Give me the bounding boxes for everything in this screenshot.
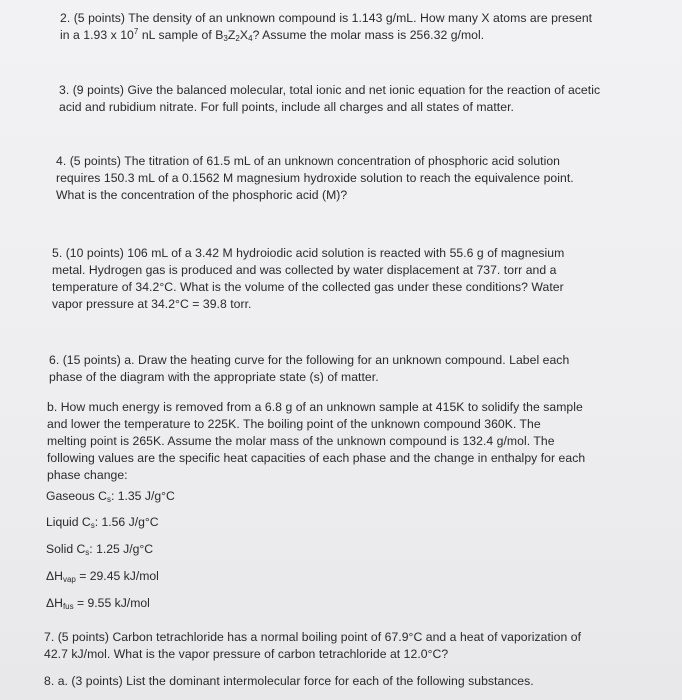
question-8: [44, 673, 534, 690]
question-5-line-4: vapor pressure at 34.2°C = 39.8 torr.: [52, 297, 252, 311]
question-7: [44, 629, 581, 663]
question-7-line-2: 42.7 kJ/mol. What is the vapor pressure of carbon tetrachloride at 12.0°C?: [44, 647, 449, 661]
liquid-heat-capacity: Liquid $C_s$: 1.56 J/g°C: [46, 515, 159, 530]
question-6b-line-5: phase change:: [47, 468, 128, 482]
question-5-line-2: metal. Hydrogen gas is produced and was collected by water displacement at 737. torr and a: [52, 263, 557, 277]
question-3-line-1: 3. (9 points) Give the balanced molecular, total ionic and net ionic equation for the reaction of acetic: [59, 83, 601, 97]
question-5-line-1: 5. (10 points) 106 mL of a 3.42 M hydroiodic acid solution is reacted with 55.6 g of magnesium: [52, 246, 565, 260]
question-2-line-2: in a 1.93 x $10^7$ nL sample of $B_3Z_2X_4$? Assume the molar mass is 256.32 g/mol.: [60, 27, 485, 43]
question-4-line-1: 4. (5 points) The titration of 61.5 mL of an unknown concentration of phosphoric acid solution: [56, 154, 561, 168]
enthalpy-fusion: $\Delta H_{fus} = 9.55$ kJ/mol: [46, 596, 150, 611]
question-6b-line-4: following values are the specific heat capacities of each phase and the change in enthalpy for each: [47, 451, 586, 465]
question-5: [52, 245, 564, 313]
solid-heat-capacity: Solid $C_s$: 1.25 J/g°C: [46, 542, 154, 557]
question-4-line-2: requires 150.3 mL of a 0.1562 M magnesium hydroxide solution to reach the equivalence point.: [56, 171, 574, 185]
question-6b-line-1: b. How much energy is removed from a 6.8 g of an unknown sample at 415K to solidify the sample: [47, 400, 583, 414]
question-6a-line-1: 6. (15 points) a. Draw the heating curve for the following for an unknown compound. Label each: [49, 353, 570, 367]
question-8-line-1: 8. a. (3 points) List the dominant intermolecular force for each of the following substances.: [44, 674, 534, 688]
question-6a-line-2: phase of the diagram with the appropriate state (s) of matter.: [49, 370, 379, 384]
question-4: [56, 153, 574, 204]
gaseous-heat-capacity: Gaseous $C_s$: 1.35 J/g°C: [46, 489, 175, 504]
enthalpy-vaporization: $\Delta H_{vap} = 29.45$ kJ/mol: [46, 569, 159, 584]
question-3: [59, 82, 600, 116]
question-7-line-1: 7. (5 points) Carbon tetrachloride has a normal boiling point of 67.9°C and a heat of vaporization of: [44, 630, 582, 644]
question-4-line-3: What is the concentration of the phosphoric acid (M)?: [56, 188, 348, 202]
question-6a: [49, 352, 569, 386]
question-5-line-3: temperature of 34.2°C. What is the volume of the collected gas under these conditions? Water: [52, 280, 564, 294]
question-6b-line-3: melting point is 265K. Assume the molar mass of the unknown compound is 132.4 g/mol. The: [47, 434, 555, 448]
question-6b-line-2: and lower the temperature to 225K. The boiling point of the unknown compound 360K. The: [47, 417, 541, 431]
question-6b: [47, 399, 585, 484]
question-3-line-2: acid and rubidium nitrate. For full points, include all charges and all states of matter.: [59, 100, 514, 114]
question-2-line-1: 2. (5 points) The density of an unknown compound is 1.143 g/mL. How many X atoms are present: [60, 11, 593, 25]
question-2: [60, 10, 592, 44]
